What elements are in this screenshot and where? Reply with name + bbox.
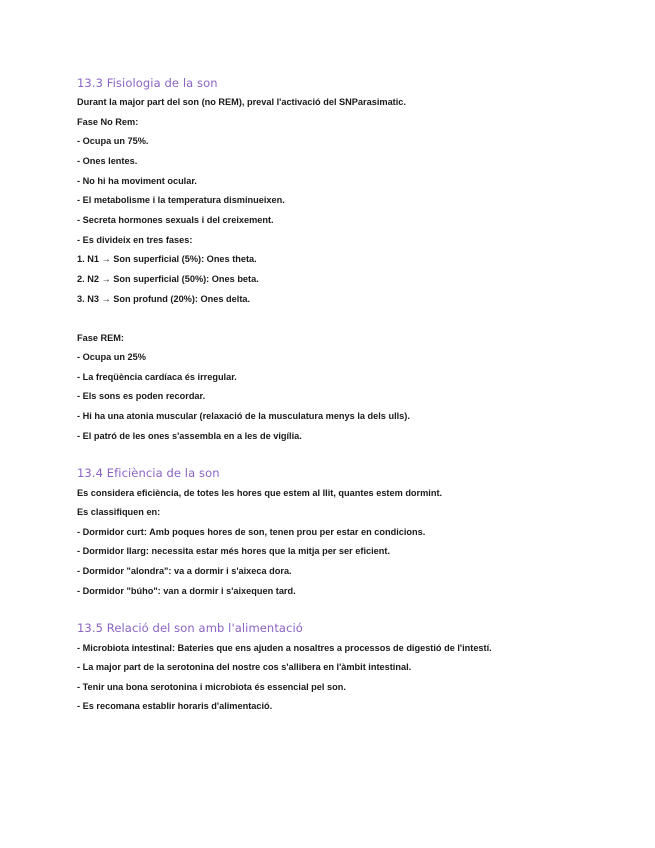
text-line: 3. N3 → Son profund (20%): Ones delta. bbox=[77, 294, 251, 304]
text-line: - Ocupa un 25% bbox=[77, 352, 146, 362]
text-line: - Secreta hormones sexuals i del creixement. bbox=[77, 215, 274, 225]
section-heading-fisiologia: 13.3 Fisiologia de la son bbox=[77, 76, 218, 90]
text-line: - El patró de les ones s'assembla en a les de vigília. bbox=[77, 431, 302, 441]
text-line: - Es divideix en tres fases: bbox=[77, 235, 193, 245]
text-line: - La major part de la serotonina del nostre cos s'allibera en l'àmbit intestinal. bbox=[77, 662, 412, 672]
text-line: - No hi ha moviment ocular. bbox=[77, 176, 197, 186]
text-line: - Els sons es poden recordar. bbox=[77, 391, 206, 401]
text-line: - La freqüència cardíaca és irregular. bbox=[77, 372, 237, 382]
text-line: 1. N1 → Son superficial (5%): Ones theta. bbox=[77, 254, 257, 264]
text-line: - Dormidor curt: Amb poques hores de son, tenen prou per estar en condicions. bbox=[77, 527, 426, 537]
text-line: Fase No Rem: bbox=[77, 117, 139, 127]
text-line: 2. N2 → Son superficial (50%): Ones beta. bbox=[77, 274, 259, 284]
section-heading-alimentacio: 13.5 Relació del son amb l'alimentació bbox=[77, 621, 303, 635]
text-line: - Ones lentes. bbox=[77, 156, 138, 166]
text-line: - Hi ha una atonia muscular (relaxació de la musculatura menys la dels ulls). bbox=[77, 411, 410, 421]
text-line: - Es recomana establir horaris d'alimentació. bbox=[77, 701, 273, 711]
text-line: - Tenir una bona serotonina i microbiota és essencial pel son. bbox=[77, 682, 346, 692]
text-line: - Ocupa un 75%. bbox=[77, 136, 149, 146]
text-line: - Microbiota intestinal: Bateries que ens ajuden a nosaltres a processos de digestió de l'intestí. bbox=[77, 643, 492, 653]
text-line: Fase REM: bbox=[77, 333, 124, 343]
text-line: Es classifiquen en: bbox=[77, 507, 161, 517]
text-line: - Dormidor "búho": van a dormir i s'aixequen tard. bbox=[77, 586, 296, 596]
text-line: - Dormidor llarg: necessita estar més hores que la mitja per ser eficient. bbox=[77, 546, 390, 556]
text-line: Es considera eficiència, de totes les hores que estem al llit, quantes estem dormint. bbox=[77, 488, 443, 498]
text-line: - Dormidor "alondra": va a dormir i s'aixeca dora. bbox=[77, 566, 292, 576]
text-line: Durant la major part del son (no REM), preval l'activació del SNParasimatic. bbox=[77, 97, 406, 107]
text-line: - El metabolisme i la temperatura disminueixen. bbox=[77, 195, 285, 205]
section-heading-eficiencia: 13.4 Eficiència de la son bbox=[77, 466, 220, 480]
